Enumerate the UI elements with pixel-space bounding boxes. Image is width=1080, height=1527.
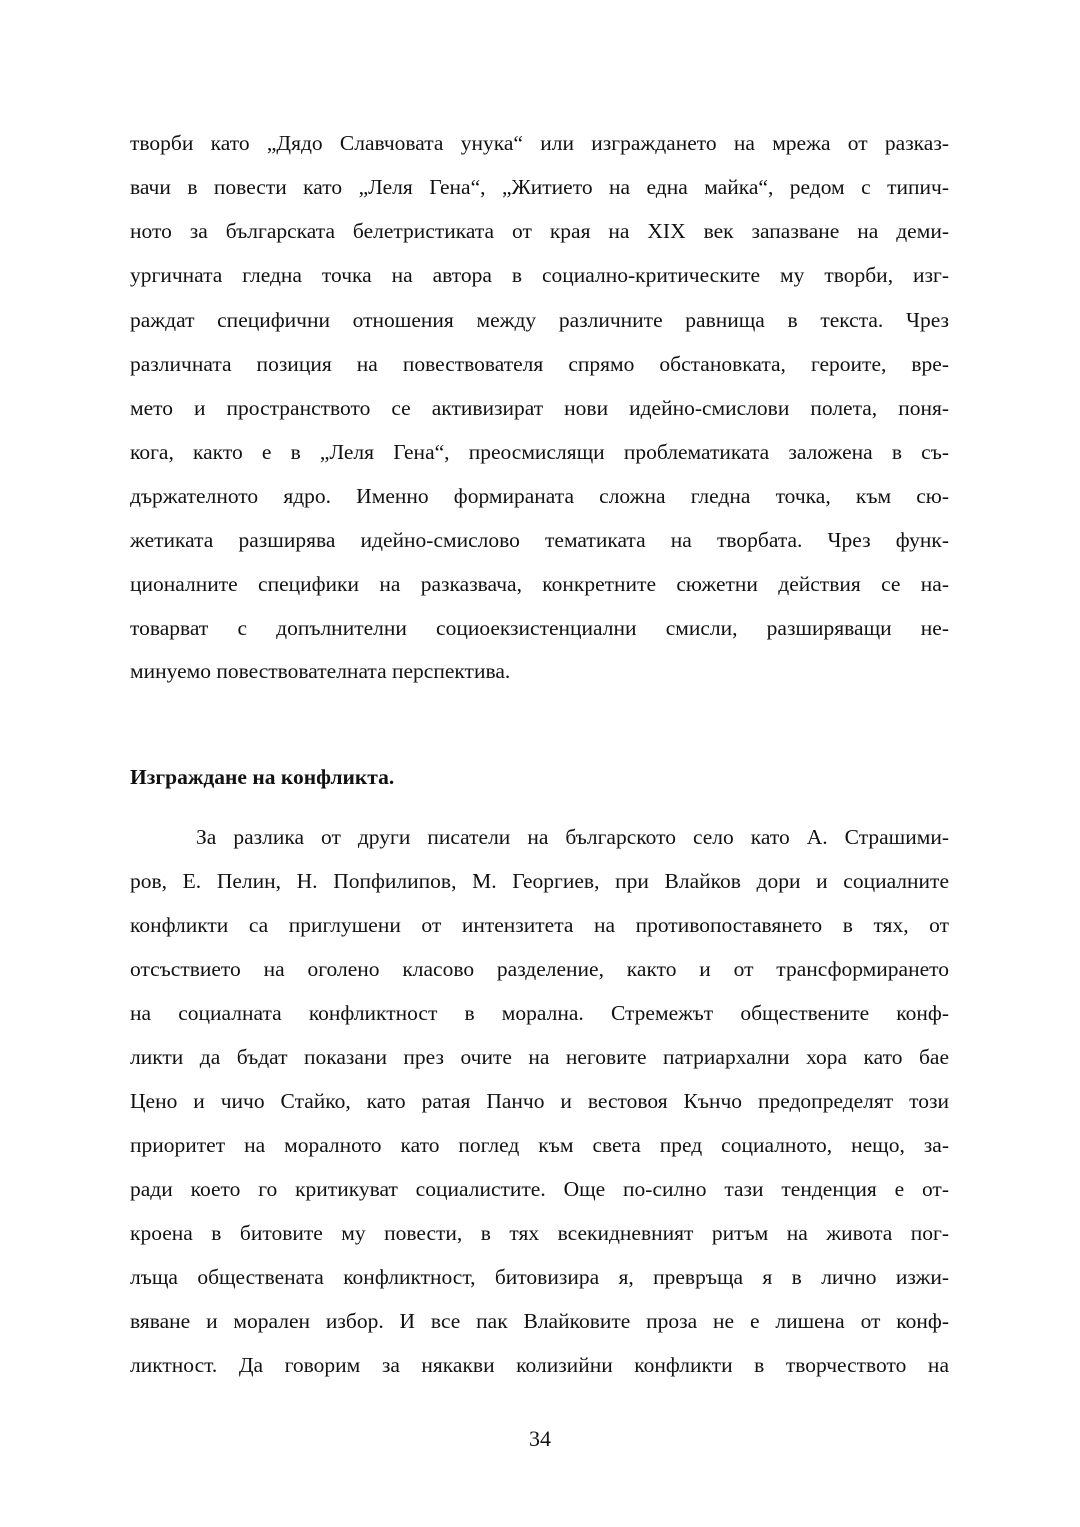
paragraph-2-line: За разлика от други писатели на българското село като А. Страшими-	[196, 825, 949, 849]
paragraph-1-line: вачи в повести като „Леля Гена“, „Житието на една майка“, редом с типич-	[130, 175, 949, 199]
paragraph-2-line: ров, Е. Пелин, Н. Попфилипов, М. Георгиев, при Влайков дори и социалните	[130, 869, 949, 893]
paragraph-1-line: минуемо повествователната перспектива.	[130, 659, 511, 683]
paragraph-1-line: творби като „Дядо Славчовата унука“ или изграждането на мрежа от разказ-	[130, 131, 949, 155]
paragraph-2-line: ликти да бъдат показани през очите на неговите патриархални хора като бае	[130, 1045, 949, 1069]
paragraph-1-line: ното за българската белетристиката от края на XIX век запазване на деми-	[130, 219, 949, 243]
paragraph-2-line: конфликти са приглушени от интензитета на противопоставянето в тях, от	[130, 913, 949, 937]
paragraph-2-line: вяване и морален избор. И все пак Влайковите проза не е лишена от конф-	[130, 1309, 949, 1333]
paragraph-2-line: Цено и чичо Стайко, като ратая Панчо и вестовоя Кънчо предопределят този	[130, 1089, 949, 1113]
paragraph-2-line: отсъствието на оголено класово разделение, както и от трансформирането	[130, 957, 949, 981]
paragraph-1-line: жетиката разширява идейно-смислово тематиката на творбата. Чрез функ-	[130, 528, 949, 552]
paragraph-1-line: държателното ядро. Именно формираната сложна гледна точка, към сю-	[130, 484, 949, 508]
page-number: 34	[529, 1426, 551, 1451]
paragraph-1-line: ургичната гледна точка на автора в социално-критическите му творби, изг-	[130, 263, 949, 287]
paragraph-2-line: приоритет на моралното като поглед към света пред социалното, нещо, за-	[130, 1133, 949, 1157]
paragraph-1-line: товарват с допълнителни социоекзистенциални смисли, разширяващи не-	[130, 616, 949, 640]
paragraph-2-line: ради което го критикуват социалистите. Още по-силно тази тенденция е от-	[130, 1177, 949, 1201]
paragraph-2-line: кроена в битовите му повести, в тях всекидневният ритъм на живота пог-	[130, 1221, 949, 1245]
section-heading: Изграждане на конфликта.	[130, 765, 395, 789]
paragraph-2-line: на социалната конфликтност в морална. Стремежът обществените конф-	[130, 1001, 949, 1025]
paragraph-2-line: лъща обществената конфликтност, битовизира я, превръща я в лично изжи-	[130, 1265, 949, 1289]
paragraph-1-line: кога, както е в „Леля Гена“, преосмислящи проблематиката заложена в съ-	[130, 440, 949, 464]
paragraph-1-line: раждат специфични отношения между различните равнища в текста. Чрез	[130, 308, 949, 332]
paragraph-1-line: различната позиция на повествователя спрямо обстановката, героите, вре-	[130, 352, 949, 376]
paragraph-1-line: мето и пространството се активизират нови идейно-смислови полета, поня-	[130, 396, 949, 420]
paragraph-1-line: ционалните специфики на разказвача, конкретните сюжетни действия се на-	[130, 572, 949, 596]
paragraph-2-line: ликтност. Да говорим за някакви колизийни конфликти в творчеството на	[130, 1353, 949, 1377]
